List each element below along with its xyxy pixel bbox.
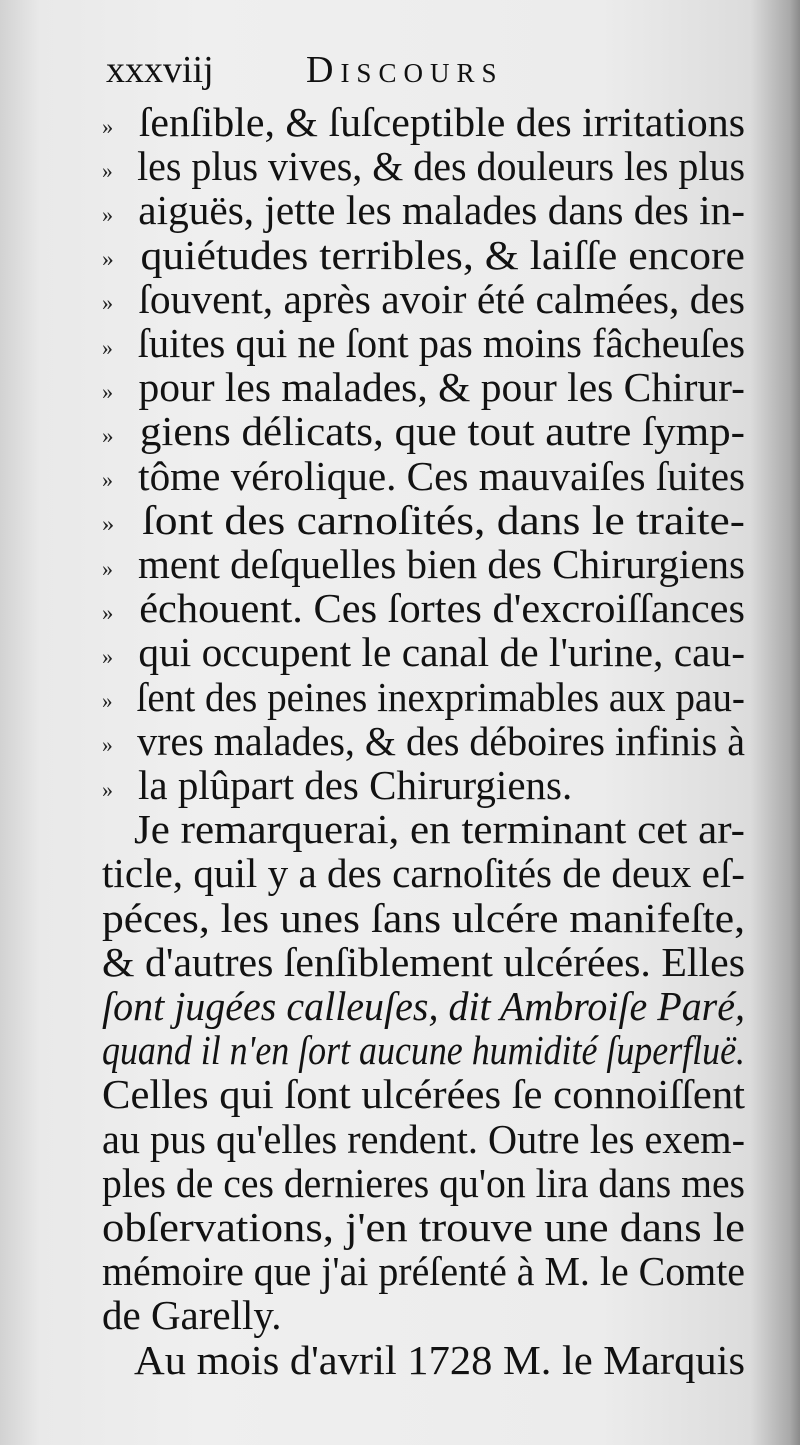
quotation-mark: »: [102, 688, 113, 714]
quotation-mark: »: [102, 290, 114, 316]
line-text: ſouvent, après avoir été calmées, des: [138, 275, 746, 322]
quotation-mark: »: [102, 776, 113, 802]
text-line: [102, 542, 745, 586]
quotation-mark: »: [102, 157, 113, 183]
line-text: la plûpart des Chirurgiens.: [138, 762, 573, 808]
line-text: ſont des carnoſités, dans le traite-: [142, 496, 745, 543]
text-line: [102, 940, 745, 984]
line-text: Je remarquerai, en terminant cet ar-: [134, 806, 745, 853]
text-line: [102, 1293, 281, 1337]
text-line: [102, 1117, 745, 1161]
line-text: pour les malades, & pour les Chirur-: [138, 364, 745, 411]
line-text: aiguës, jette les malades dans des in-: [138, 187, 745, 234]
quotation-mark: »: [102, 511, 115, 537]
line-text: ſont jugées calleuſes, dit Ambroiſe Paré,: [102, 983, 745, 1029]
line-text: au pus qu'elles rendent. Outre les exem-: [102, 1115, 745, 1162]
line-text: de Garelly.: [102, 1292, 282, 1339]
line-text: ſenſible, & ſuſceptible des irritations: [138, 99, 746, 145]
text-line: [102, 321, 745, 365]
text-line: [102, 277, 745, 321]
page-folio: xxxviij: [106, 49, 214, 91]
text-line: [102, 365, 745, 409]
line-text: & d'autres ſenſiblement ulcérées. Elles: [102, 938, 746, 985]
text-line: [134, 1338, 745, 1382]
text-line: [102, 409, 745, 453]
quotation-mark: »: [102, 732, 113, 758]
line-text: les plus vives, & des douleurs les plus: [137, 143, 745, 190]
text-line: [102, 1249, 745, 1293]
line-text: péces, les unes ſans ulcére manifeſte,: [102, 894, 745, 941]
text-line: [102, 675, 745, 719]
line-text: qui occupent le canal de l'urine, cau-: [138, 629, 746, 676]
line-text: ſent des peines inexprimables aux pau-: [136, 673, 745, 720]
quotation-mark: »: [102, 378, 114, 404]
text-line: [102, 1028, 745, 1072]
running-header: [106, 48, 756, 98]
text-line: [102, 1072, 745, 1116]
text-line: [102, 188, 745, 232]
line-text: tôme vérolique. Ces mauvaiſes ſuites: [138, 452, 746, 499]
line-text: ples de ces dernieres qu'on lira dans mes: [102, 1159, 745, 1206]
line-text: Celles qui ſont ulcérées ſe connoiſſent: [102, 1071, 745, 1118]
text-line: [102, 498, 745, 542]
text-line: [102, 763, 572, 807]
line-text: giens délicats, que tout autre ſymp-: [139, 408, 745, 455]
quotation-mark: »: [102, 422, 114, 448]
quotation-mark: »: [102, 467, 114, 493]
text-line: [102, 851, 745, 895]
quotation-mark: »: [102, 113, 114, 139]
line-text: vres malades, & des déboires infinis à: [137, 717, 746, 764]
text-line: [102, 586, 745, 630]
text-line: [102, 1161, 745, 1205]
running-title: Discours: [306, 49, 504, 91]
quotation-mark: »: [102, 334, 113, 360]
line-text: échouent. Ces ſortes d'excroiſſances: [139, 585, 746, 632]
text-line: [102, 233, 745, 277]
quotation-mark: »: [102, 599, 114, 625]
quotation-mark: »: [102, 246, 114, 272]
line-text: ticle, quil y a des carnoſités de deux eſ-: [102, 850, 745, 897]
text-line: [102, 984, 745, 1028]
text-line: [102, 1205, 745, 1249]
line-text: obſervations, j'en trouve une dans le: [102, 1204, 746, 1250]
text-line: [102, 144, 745, 188]
text-line: [102, 630, 745, 674]
line-text: quiétudes terribles, & laiſſe encore: [140, 231, 745, 278]
quotation-mark: »: [102, 643, 114, 669]
quotation-mark: »: [102, 201, 114, 227]
line-text: mémoire que j'ai préſenté à M. le Comte: [102, 1248, 745, 1295]
text-line: [102, 896, 745, 940]
text-line: [134, 807, 745, 851]
line-text: ſuites qui ne ſont pas moins fâcheuſes: [137, 320, 745, 366]
quotation-mark: »: [102, 555, 113, 581]
line-text: Au mois d'avril 1728 M. le Marquis: [134, 1336, 745, 1383]
line-text: ment deſquelles bien des Chirurgiens: [137, 541, 745, 587]
text-line: [102, 454, 745, 498]
text-line: [102, 719, 745, 763]
line-text: quand il n'en ſort aucune humidité ſuperfluë.: [102, 1027, 745, 1074]
text-line: [102, 100, 745, 144]
